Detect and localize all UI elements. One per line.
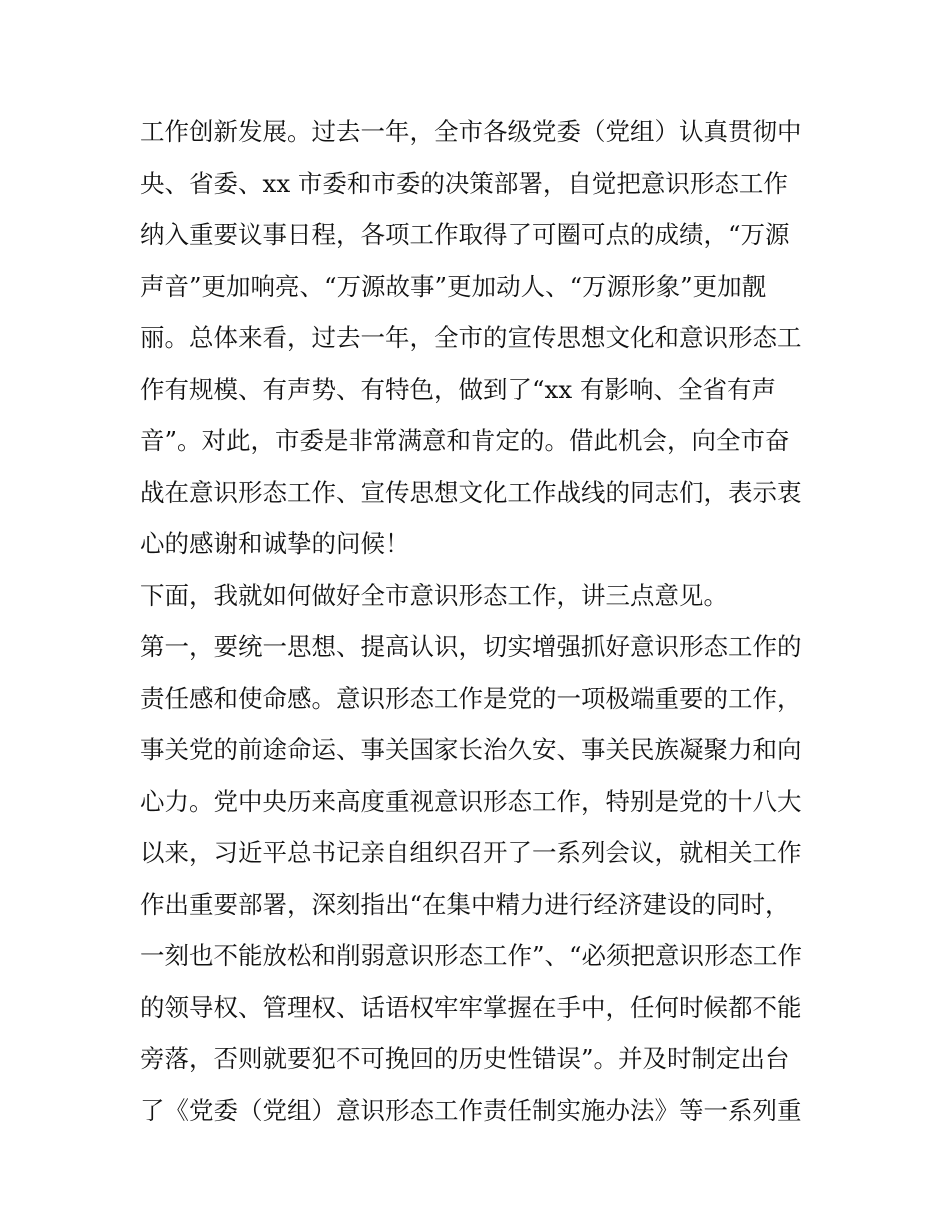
text-line-12: 责任感和使命感。意识形态工作是党的一项极端重要的工作，: [140, 683, 802, 713]
text-line-18: 的领导权、管理权、话语权牢牢掌握在手中，任何时候都不能: [140, 992, 802, 1022]
text-line-3: 纳入重要议事日程，各项工作取得了可圈可点的成绩，“万源: [140, 220, 790, 249]
text-line-16: 作出重要部署，深刻指出“在集中精力进行经济建设的同时，: [140, 889, 790, 919]
text-line-10: 下面，我就如何做好全市意识形态工作，讲三点意见。: [140, 580, 728, 610]
text-line-1: 工作创新发展。过去一年，全市各级党委（党组）认真贯彻中: [140, 117, 802, 146]
text-line-7: 音”。对此，市委是非常满意和肯定的。借此机会，向全市奋: [140, 426, 790, 455]
document-body: [140, 106, 820, 1136]
text-line-6: 作有规模、有声势、有特色，做到了“xx 有影响、全省有声: [140, 374, 776, 404]
text-line-20: 了《党委（党组）意识形态工作责任制实施办法》等一系列重: [140, 1095, 802, 1125]
text-line-4: 声音”更加响亮、“万源故事”更加动人、“万源形象”更加靓: [140, 271, 767, 301]
text-line-17: 一刻也不能放松和削弱意识形态工作”、“必须把意识形态工作: [140, 941, 803, 970]
text-line-19: 旁落，否则就要犯不可挽回的历史性错误”。并及时制定出台: [140, 1044, 790, 1073]
text-line-15: 以来，习近平总书记亲自组织召开了一系列会议，就相关工作: [140, 838, 802, 867]
text-line-5: 丽。总体来看，过去一年，全市的宣传思想文化和意识形态工: [140, 323, 802, 352]
text-line-11: 第一，要统一思想、提高认识，切实增强抓好意识形态工作的: [140, 632, 802, 661]
text-line-8: 战在意识形态工作、宣传思想文化工作战线的同志们，表示衷: [140, 477, 802, 507]
text-line-14: 心力。党中央历来高度重视意识形态工作，特别是党的十八大: [140, 786, 802, 816]
text-line-9: 心的感谢和诚挚的问候！: [140, 529, 410, 558]
text-line-2: 央、省委、xx 市委和市委的决策部署，自觉把意识形态工作: [140, 168, 788, 198]
text-line-13: 事关党的前途命运、事关国家长治久安、事关民族凝聚力和向: [140, 735, 802, 764]
